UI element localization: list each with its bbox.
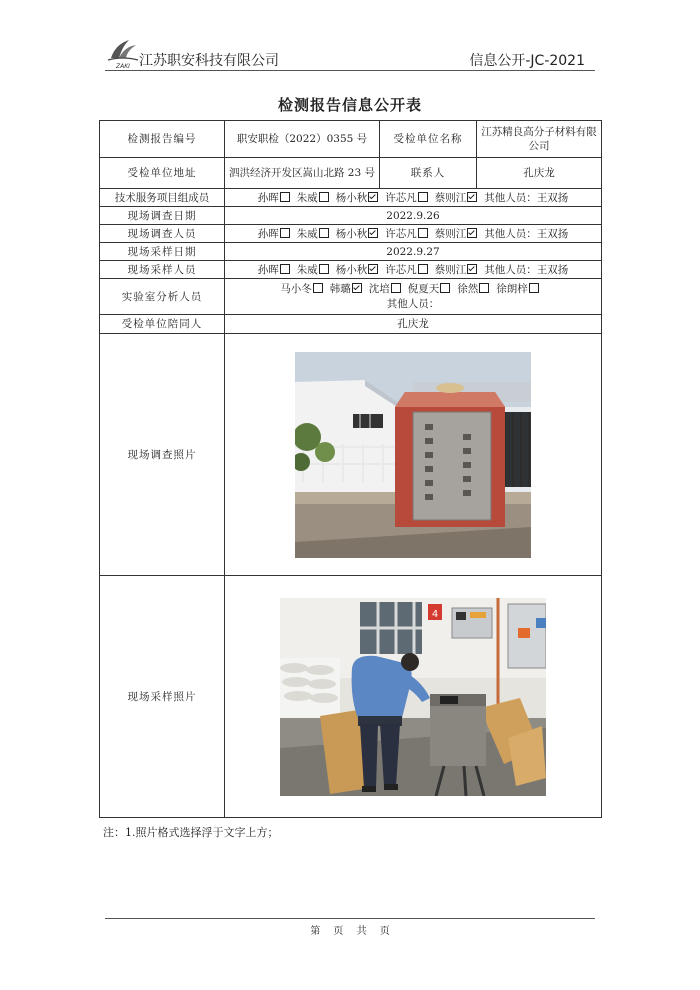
svg-text:4: 4 — [431, 608, 439, 620]
member-name: 韩璐 — [329, 282, 351, 295]
row-sampling-photo — [100, 576, 602, 818]
member-name: 许芯凡 — [385, 191, 417, 204]
member-name: 许芯凡 — [385, 263, 417, 276]
contact-label: 联系人 — [380, 158, 477, 189]
member-name: 倪夏天 — [407, 282, 440, 295]
address-label: 受检单位地址 — [100, 158, 225, 189]
team-members — [225, 189, 602, 207]
checked-box-icon[interactable] — [368, 264, 378, 274]
unchecked-box-icon[interactable] — [319, 192, 329, 202]
other-members: 其他人员：王双扬 — [484, 263, 569, 276]
member-entry — [297, 192, 332, 204]
survey-staff-members — [225, 225, 602, 243]
member-name: 孙晖 — [257, 191, 279, 204]
member-entry — [457, 283, 492, 295]
member-name: 蔡则江 — [434, 227, 467, 240]
info-table — [99, 120, 602, 818]
sampling-photo-image — [280, 598, 546, 796]
company-name: 江苏职安科技有限公司 — [139, 53, 279, 69]
member-entry — [258, 264, 293, 276]
member-entry — [280, 283, 326, 295]
lab-label: 实验室分析人员 — [100, 279, 225, 315]
company-logo-icon — [105, 36, 141, 70]
member-entry — [369, 283, 404, 295]
survey-photo-cell — [225, 334, 602, 576]
member-name: 朱威 — [296, 263, 318, 276]
member-entry — [336, 228, 382, 240]
document-code: 信息公开-JC-2021 — [469, 53, 585, 69]
member-name: 杨小秋 — [335, 227, 368, 240]
member-name: 马小冬 — [280, 282, 312, 295]
member-name: 徐朗梓 — [496, 282, 528, 295]
member-name: 蔡则江 — [434, 191, 467, 204]
survey-photo-label: 现场调查照片 — [100, 334, 225, 576]
member-entry — [435, 228, 481, 240]
team-label: 技术服务项目组成员 — [100, 189, 225, 207]
unchecked-box-icon[interactable] — [280, 192, 290, 202]
row-address — [100, 158, 602, 189]
sampling-photo-label: 现场采样照片 — [100, 576, 225, 818]
unchecked-box-icon[interactable] — [280, 228, 290, 238]
checked-box-icon[interactable] — [467, 192, 477, 202]
other-members: 其他人员： — [386, 297, 440, 310]
sampling-staff-label: 现场采样人员 — [100, 261, 225, 279]
member-name: 沈培 — [368, 282, 390, 295]
lab-members — [225, 279, 602, 315]
unchecked-box-icon[interactable] — [418, 264, 428, 274]
member-name: 朱威 — [296, 227, 318, 240]
member-name: 孙晖 — [257, 227, 279, 240]
unchecked-box-icon[interactable] — [440, 283, 450, 293]
row-survey-date — [100, 207, 602, 225]
member-entry — [297, 228, 332, 240]
unit-name-label: 受检单位名称 — [380, 121, 477, 158]
unchecked-box-icon[interactable] — [418, 192, 428, 202]
member-name: 朱威 — [296, 191, 318, 204]
member-entry — [496, 283, 542, 295]
row-sampling-staff — [100, 261, 602, 279]
unchecked-box-icon[interactable] — [479, 283, 489, 293]
row-survey-staff — [100, 225, 602, 243]
member-entry — [385, 228, 431, 240]
member-entry — [385, 264, 431, 276]
member-entry — [336, 264, 382, 276]
member-name: 杨小秋 — [335, 263, 368, 276]
sampling-photo-cell — [225, 576, 602, 818]
member-entry — [408, 283, 454, 295]
unchecked-box-icon[interactable] — [418, 228, 428, 238]
report-no-value: 职安职检（2022）0355 号 — [225, 121, 380, 158]
member-name: 蔡则江 — [434, 263, 467, 276]
address-value: 泗洪经济开发区嵩山北路 23 号 — [225, 158, 380, 189]
footer-divider — [105, 918, 595, 919]
member-entry — [330, 283, 365, 295]
row-sampling-date — [100, 243, 602, 261]
unchecked-box-icon[interactable] — [391, 283, 401, 293]
survey-staff-label: 现场调查人员 — [100, 225, 225, 243]
row-lab — [100, 279, 602, 315]
row-team — [100, 189, 602, 207]
page-footer: 第 页 共 页 — [310, 926, 390, 937]
member-entry — [435, 264, 481, 276]
contact-value: 孔庆龙 — [477, 158, 602, 189]
page-title: 检测报告信息公开表 — [277, 96, 422, 114]
member-name: 孙晖 — [257, 263, 279, 276]
unchecked-box-icon[interactable] — [280, 264, 290, 274]
other-members: 其他人员：王双扬 — [484, 191, 569, 204]
report-no-label: 检测报告编号 — [100, 121, 225, 158]
page-header — [105, 36, 595, 71]
unchecked-box-icon[interactable] — [319, 264, 329, 274]
checked-box-icon[interactable] — [467, 228, 477, 238]
escort-label: 受检单位陪同人 — [100, 315, 225, 334]
checked-box-icon[interactable] — [368, 228, 378, 238]
sampling-staff-members — [225, 261, 602, 279]
row-survey-photo — [100, 334, 602, 576]
unit-name-value: 江苏精良高分子材料有限公司 — [477, 121, 602, 158]
row-escort — [100, 315, 602, 334]
row-report-no — [100, 121, 602, 158]
unchecked-box-icon[interactable] — [529, 283, 539, 293]
member-name: 徐然 — [457, 282, 479, 295]
member-entry — [385, 192, 431, 204]
member-name: 许芯凡 — [385, 227, 417, 240]
unchecked-box-icon[interactable] — [319, 228, 329, 238]
sampling-date-label: 现场采样日期 — [100, 243, 225, 261]
member-name: 杨小秋 — [335, 191, 368, 204]
survey-photo-image — [295, 352, 531, 558]
escort-value: 孔庆龙 — [225, 315, 602, 334]
member-entry — [258, 228, 293, 240]
checked-box-icon[interactable] — [352, 283, 362, 293]
unchecked-box-icon[interactable] — [313, 283, 323, 293]
footnote: 注：1.照片格式选择浮于文字上方； — [103, 826, 279, 839]
survey-date-value: 2022.9.26 — [225, 207, 602, 225]
member-entry — [435, 192, 481, 204]
member-entry — [297, 264, 332, 276]
member-entry — [258, 192, 293, 204]
svg-text:ZAKI: ZAKI — [116, 63, 130, 70]
sampling-date-value: 2022.9.27 — [225, 243, 602, 261]
checked-box-icon[interactable] — [368, 192, 378, 202]
checked-box-icon[interactable] — [467, 264, 477, 274]
survey-date-label: 现场调查日期 — [100, 207, 225, 225]
other-members: 其他人员：王双扬 — [484, 227, 569, 240]
member-entry — [336, 192, 382, 204]
